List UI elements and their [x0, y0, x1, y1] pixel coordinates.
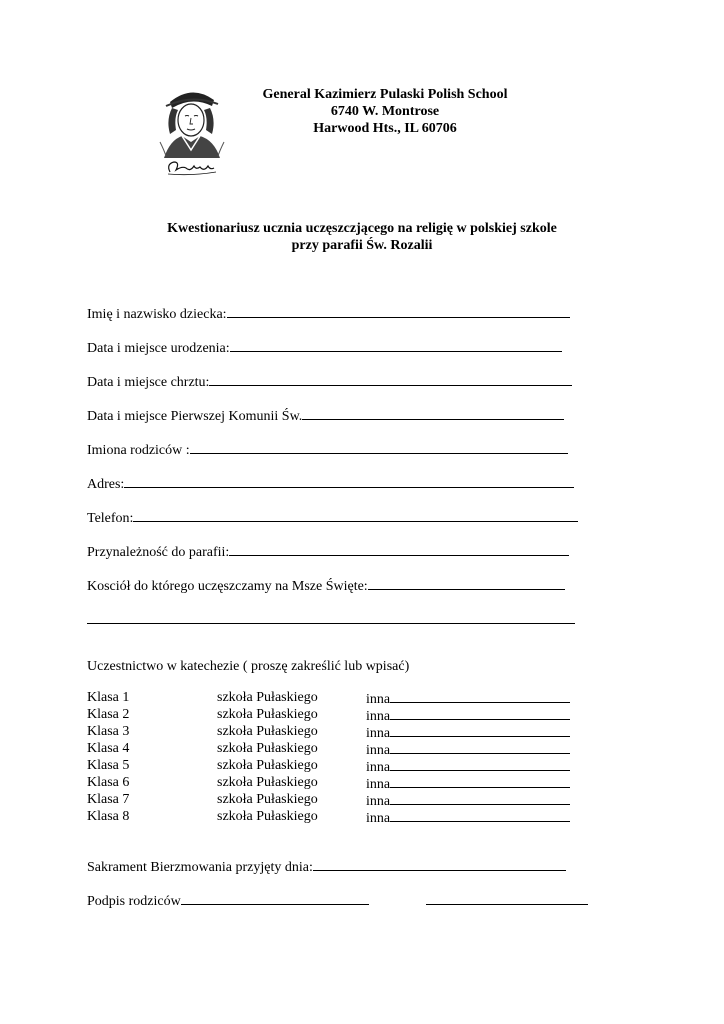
school-name: General Kazimierz Pulaski Polish School: [262, 87, 508, 102]
signature-field: [87, 891, 588, 910]
address-field: [87, 474, 574, 493]
school-header: [220, 86, 550, 137]
communion-field: [87, 406, 564, 425]
communion-label: Data i miejsce Pierwszej Komunii Św.: [87, 409, 303, 424]
confirmation-input-line[interactable]: [313, 857, 566, 871]
baptism-label: Data i miejsce chrztu:: [87, 375, 210, 390]
church-label: Kosciół do którego uczęszczamy na Msze Święte:: [87, 579, 368, 594]
grade-label: Klasa 3: [87, 724, 130, 739]
phone-field: [87, 508, 578, 527]
pulaski-school-option[interactable]: szkoła Pułaskiego: [217, 792, 318, 807]
other-input-line[interactable]: [390, 791, 570, 805]
other-input-line[interactable]: [390, 740, 570, 754]
confirmation-label: Sakrament Bierzmowania przyjęty dnia:: [87, 860, 313, 875]
birth-label: Data i miejsce urodzenia:: [87, 341, 230, 356]
parish-field: [87, 542, 569, 561]
catechesis-row: [87, 723, 587, 740]
parish-label: Przynależność do parafii:: [87, 545, 230, 560]
church-input-line[interactable]: [368, 576, 565, 590]
confirmation-field: [87, 857, 566, 876]
other-label[interactable]: inna: [366, 692, 391, 707]
other-label[interactable]: inna: [366, 811, 391, 826]
child-name-input-line[interactable]: [227, 304, 570, 318]
catechesis-heading: Uczestnictwo w katechezie ( proszę zakreślić lub wpisać): [87, 659, 410, 674]
church-field: [87, 576, 565, 595]
other-input-line[interactable]: [390, 723, 570, 737]
pulaski-school-option[interactable]: szkoła Pułaskiego: [217, 724, 318, 739]
form-title: [100, 220, 624, 254]
grade-label: Klasa 6: [87, 775, 130, 790]
pulaski-school-option[interactable]: szkoła Pułaskiego: [217, 690, 318, 705]
other-input-line[interactable]: [390, 757, 570, 771]
pulaski-school-option[interactable]: szkoła Pułaskiego: [217, 775, 318, 790]
grade-label: Klasa 5: [87, 758, 130, 773]
parents-label: Imiona rodziców :: [87, 443, 190, 458]
second-signature-line[interactable]: [426, 891, 588, 905]
parish-input-line[interactable]: [229, 542, 569, 556]
phone-label: Telefon:: [87, 511, 134, 526]
address-label: Adres:: [87, 477, 125, 492]
other-school-option: [366, 808, 570, 827]
baptism-field: [87, 372, 572, 391]
catechesis-row: [87, 689, 587, 706]
grade-label: Klasa 1: [87, 690, 130, 705]
form-title-line1: Kwestionariusz ucznia uczęszczjącego na religię w polskiej szkole: [167, 221, 557, 236]
church-extra-field: [87, 610, 575, 629]
other-label[interactable]: inna: [366, 760, 391, 775]
other-label[interactable]: inna: [366, 743, 391, 758]
other-input-line[interactable]: [390, 706, 570, 720]
pulaski-school-option[interactable]: szkoła Pułaskiego: [217, 741, 318, 756]
grade-label: Klasa 8: [87, 809, 130, 824]
catechesis-row: [87, 740, 587, 757]
baptism-input-line[interactable]: [209, 372, 572, 386]
catechesis-row: [87, 808, 587, 825]
other-input-line[interactable]: [390, 808, 570, 822]
other-input-line[interactable]: [390, 689, 570, 703]
grade-label: Klasa 7: [87, 792, 130, 807]
communion-input-line[interactable]: [302, 406, 564, 420]
school-street: 6740 W. Montrose: [330, 104, 440, 119]
birth-input-line[interactable]: [230, 338, 562, 352]
other-input-line[interactable]: [390, 774, 570, 788]
parents-field: [87, 440, 568, 459]
address-input-line[interactable]: [124, 474, 574, 488]
pulaski-school-option[interactable]: szkoła Pułaskiego: [217, 707, 318, 722]
other-label[interactable]: inna: [366, 794, 391, 809]
phone-input-line[interactable]: [133, 508, 578, 522]
birth-field: [87, 338, 562, 357]
other-label[interactable]: inna: [366, 709, 391, 724]
other-label[interactable]: inna: [366, 726, 391, 741]
form-title-line2: przy parafii Św. Rozalii: [291, 238, 433, 253]
catechesis-row: [87, 774, 587, 791]
child-name-label: Imię i nazwisko dziecka:: [87, 307, 227, 322]
parent-signature-line[interactable]: [181, 891, 369, 905]
grade-label: Klasa 2: [87, 707, 130, 722]
school-city: Harwood Hts., IL 60706: [313, 121, 457, 136]
catechesis-row: [87, 757, 587, 774]
parents-input-line[interactable]: [190, 440, 568, 454]
child-name-field: [87, 304, 570, 323]
pulaski-school-option[interactable]: szkoła Pułaskiego: [217, 758, 318, 773]
pulaski-school-option[interactable]: szkoła Pułaskiego: [217, 809, 318, 824]
church-extra-input-line[interactable]: [87, 610, 575, 624]
other-label[interactable]: inna: [366, 777, 391, 792]
grade-label: Klasa 4: [87, 741, 130, 756]
catechesis-row: [87, 706, 587, 723]
catechesis-row: [87, 791, 587, 808]
signature-label: Podpis rodziców: [87, 894, 181, 909]
